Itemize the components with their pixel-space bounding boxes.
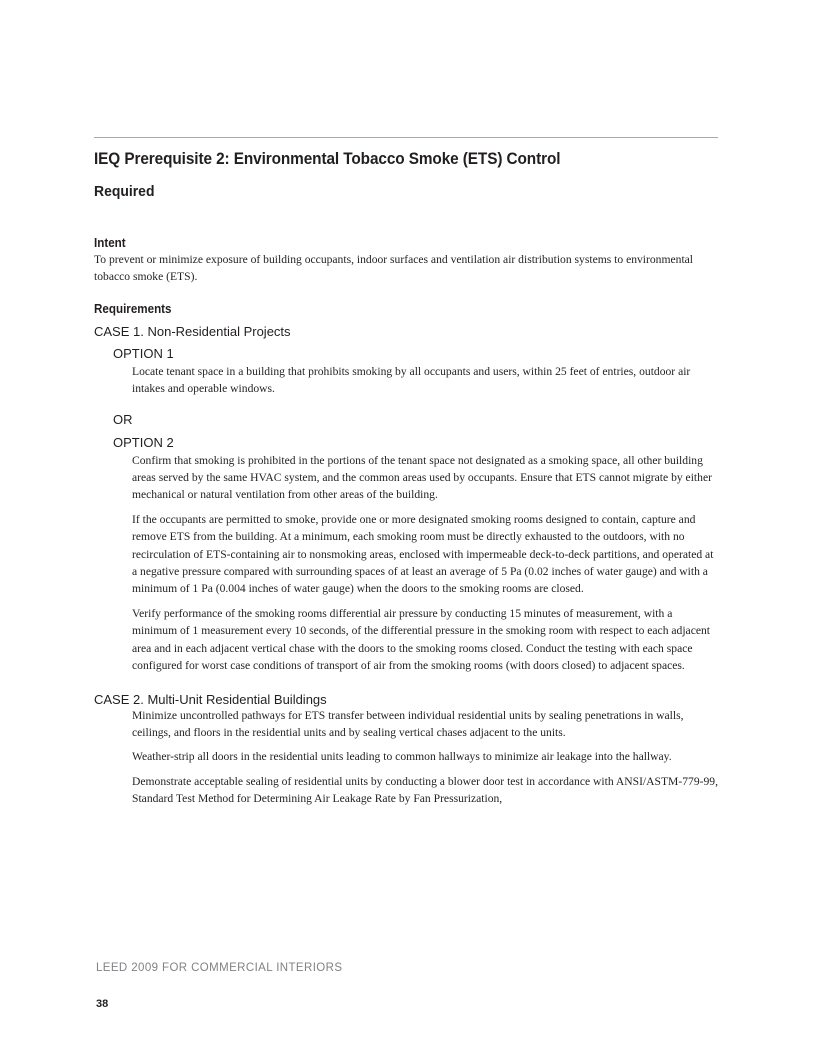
option-2-paragraph: Verify performance of the smoking rooms differential air pressure by conducting 15 minutes of measurement, with a minimum of 1 measurement every 10 seconds, of the differential pressure in the smoking room with respect to each adjacent area and in each adjacent vertical chase with the doors to the smoking rooms closed. Conduct the testing with each space configured for worst case conditions of transport of air from the smoking rooms (with doors closed) to adjacent spaces. — [132, 606, 711, 673]
case-2-paragraph: Demonstrate acceptable sealing of residential units by conducting a blower door test in accordance with ANSI/ASTM-779-99, Standard Test Method for Determining Air Leakage Rate by Fan Pressurization, — [132, 774, 718, 806]
option-1-label: OPTION 1 — [113, 345, 174, 361]
case-2-label: CASE 2. Multi-Unit Residential Buildings — [94, 691, 327, 707]
main-content — [94, 236, 719, 808]
page-subtitle: Required — [94, 183, 155, 200]
page-title: IEQ Prerequisite 2: Environmental Tobacco Smoke (ETS) Control — [94, 150, 561, 168]
option-2-paragraph: Confirm that smoking is prohibited in the portions of the tenant space not designated as a smoking space, all other building areas served by the same HVAC system, and the common areas used by occupants. Ensure that ETS cannot migrate by either mechanical or natural ventilation from other areas of the building. — [132, 453, 712, 502]
intent-heading: Intent — [94, 236, 126, 250]
case-1-label: CASE 1. Non-Residential Projects — [94, 323, 291, 339]
page-number: 38 — [96, 998, 109, 1010]
option-2-label: OPTION 2 — [113, 434, 174, 450]
header-rule — [94, 137, 718, 138]
case-2-paragraph: Weather-strip all doors in the residential units leading to common hallways to minimize air leakage into the hallway. — [132, 750, 672, 764]
footer-title: LEED 2009 FOR COMMERCIAL INTERIORS — [96, 962, 343, 974]
option-1-text: Locate tenant space in a building that prohibits smoking by all occupants and users, within 25 feet of entries, outdoor air intakes and operable windows. — [132, 364, 691, 396]
requirements-heading: Requirements — [94, 301, 172, 316]
option-2-paragraph: If the occupants are permitted to smoke, provide one or more designated smoking rooms designed to contain, capture and remove ETS from the building. At a minimum, each smoking room must be directly exhausted to the outdoors, with no recirculation of ETS-containing air to nonsmoking areas, enclosed with impermeable deck-to-deck partitions, and operated at a negative pressure compared with surrounding spaces of at least an average of 5 Pa (0.02 inches of water gauge) and with a minimum of 1 Pa (0.004 inches of water gauge) when the doors to the smoking rooms are closed. — [132, 512, 714, 596]
or-label: OR — [113, 411, 133, 427]
intent-text: To prevent or minimize exposure of building occupants, indoor surfaces and ventilation air distribution systems to environmental tobacco smoke (ETS). — [94, 253, 694, 284]
case-2-paragraph: Minimize uncontrolled pathways for ETS transfer between individual residential units by sealing penetrations in walls, ceilings, and floors in the residential units and by sealing vertical chases adjacent to the units. — [132, 708, 684, 739]
